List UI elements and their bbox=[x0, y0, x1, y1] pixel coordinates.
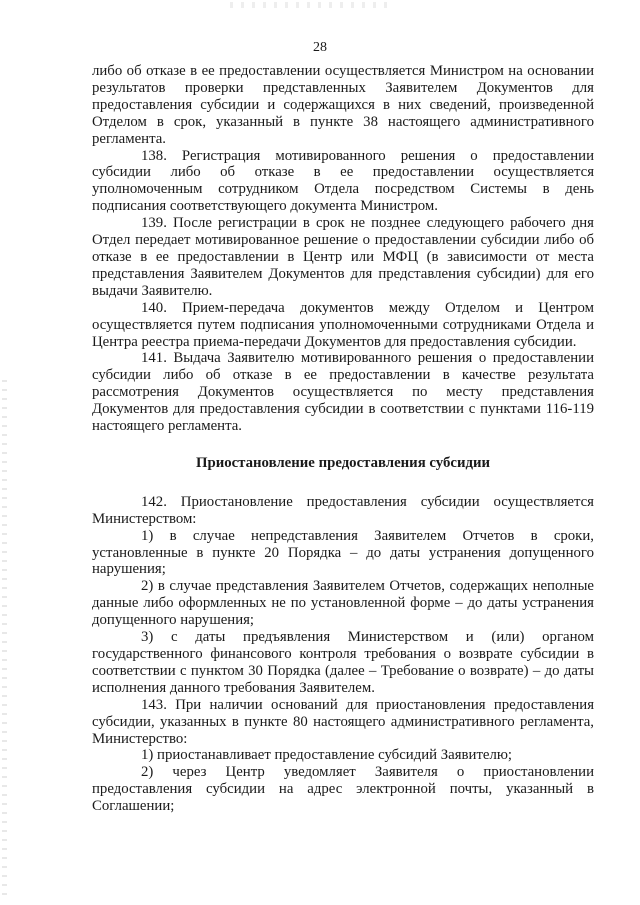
list-item-143-2: 2) через Центр уведомляет Заявителя о приостановлении предоставления субсидии на адрес электронной почты, указанный в Соглашении; bbox=[92, 764, 594, 815]
list-item-142-3: 3) с даты предъявления Министерством и (или) органом государственного финансового контроля требования о возврате субсидии в соответствии с пунктом 30 Порядка (далее – Требование о возврате) – до даты исполнения данного требования Заявителем. bbox=[92, 629, 594, 696]
document-body bbox=[92, 63, 594, 815]
paragraph-continuation: либо об отказе в ее предоставлении осуществляется Министром на основании результатов проверки представленных Заявителем Документов для предоставления субсидии и содержащихся в них сведений, произведенной Отделом в срок, указанный в пункте 38 настоящего административного регламента. bbox=[92, 63, 594, 147]
paragraph-140: 140. Прием-передача документов между Отделом и Центром осуществляется путем подписания уполномоченными сотрудниками Отдела и Центра реестра приема-передачи Документов для предоставления субсидии. bbox=[92, 299, 594, 350]
paragraph-138: 138. Регистрация мотивированного решения о предоставлении субсидии либо об отказе в ее предоставлении осуществляется уполномоченным сотрудником Отдела посредством Системы в день подписания соответствующего документа Министром. bbox=[92, 147, 594, 215]
scan-artifact-top bbox=[230, 2, 390, 8]
list-item-142-1: 1) в случае непредставления Заявителем Отчетов в сроки, установленные в пункте 20 Порядка – до даты устранения допущенного нарушения; bbox=[92, 527, 594, 578]
paragraph-139: 139. После регистрации в срок не позднее следующего рабочего дня Отдел передает мотивированное решение о предоставлении субсидии либо об отказе в ее предоставлении в Центр или МФЦ (в зависимости от места представления Заявителем Документов для представления субсидии) для его выдачи Заявителю. bbox=[92, 215, 594, 299]
paragraph-143: 143. При наличии оснований для приостановления предоставления субсидии, указанных в пункте 80 настоящего административного регламента, Министерство: bbox=[92, 696, 594, 747]
paragraph-141: 141. Выдача Заявителю мотивированного решения о предоставлении субсидии либо об отказе в ее предоставлении в качестве результата рассмотрения Документов осуществляется по месту представления Документов для предоставления субсидии в соответствии с пунктами 116-119 настоящего регламента. bbox=[92, 350, 594, 435]
scan-artifact-margin bbox=[2, 380, 7, 900]
section-heading: Приостановление предоставления субсидии bbox=[195, 454, 491, 471]
page-number: 28 bbox=[313, 40, 327, 55]
list-item-143-1: 1) приостанавливает предоставление субсидий Заявителю; bbox=[141, 747, 513, 764]
paragraph-142: 142. Приостановление предоставления субсидии осуществляется Министерством: bbox=[92, 493, 594, 527]
list-item-142-2: 2) в случае представления Заявителем Отчетов, содержащих неполные данные либо оформленных не по установленной форме – до даты устранения допущенного нарушения; bbox=[92, 578, 594, 629]
